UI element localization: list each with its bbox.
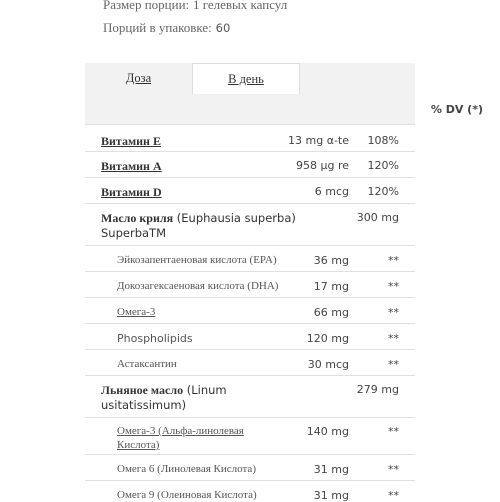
tab-per-day[interactable]: В день [192, 63, 300, 94]
nutrient-amount: 140 mg [306, 425, 349, 438]
serving-size [103, 0, 287, 13]
nutrient-dv: 108% [367, 134, 399, 147]
nutrient-name [101, 211, 296, 241]
nutrient-dv: ** [388, 425, 399, 438]
servings-per-container [103, 20, 230, 36]
table-row [85, 349, 415, 375]
nutrition-tabs [85, 63, 415, 124]
sub-nutrient-name: Омега 9 (Олеиновая Кислота) [117, 489, 257, 501]
sub-nutrient-name: Эйкозапентаеновая кислота (EPA) [117, 254, 277, 266]
nutrient-dv: ** [388, 306, 399, 319]
nutrient-dv: ** [388, 254, 399, 267]
sub-nutrient-name: Омега 6 (Линолевая Кислота) [117, 463, 256, 475]
nutrient-name-latin-2: usitatissimum) [101, 398, 187, 412]
nutrient-amount: 31 mg [313, 463, 349, 476]
sub-nutrient-name: Phospholipids [117, 332, 193, 345]
tab-dose[interactable]: Доза [125, 71, 152, 85]
nutrient-amount: 300 mg [356, 211, 399, 224]
sub-nutrient-name: Докозагексаеновая кислота (DHA) [117, 280, 279, 292]
nutrient-amount: 6 mcg [314, 185, 349, 198]
nutrient-dv: ** [388, 280, 399, 293]
sub-nutrient-name-line2: Кислота) [117, 439, 160, 451]
table-row [85, 323, 415, 349]
nutrient-name [101, 383, 227, 413]
table-row [85, 151, 415, 177]
nutrient-name-latin: (Linum [183, 383, 227, 397]
nutrient-amount: 31 mg [313, 489, 349, 502]
nutrient-amount: 30 mcg [307, 358, 349, 371]
nutrient-name[interactable]: Витамин A [101, 159, 162, 173]
sub-nutrient-name[interactable]: Омега-3 [117, 306, 156, 318]
dv-column-header: % DV (*) [430, 103, 483, 116]
nutrient-dv: 120% [367, 159, 399, 172]
servings-value: 60 [215, 21, 231, 35]
nutrient-name[interactable]: Витамин E [101, 134, 161, 148]
nutrient-name-latin: (Euphausia superba) [173, 211, 296, 225]
table-row [85, 271, 415, 297]
nutrient-name-ru: Льняное масло [101, 383, 184, 397]
table-row [85, 177, 415, 203]
table-row [85, 203, 415, 245]
nutrient-amount: 13 mg α-te [288, 134, 349, 147]
nutrient-dv: 120% [367, 185, 399, 198]
table-row [85, 124, 415, 153]
sub-nutrient-name[interactable] [117, 424, 244, 452]
nutrient-amount: 120 mg [306, 332, 349, 345]
table-row [85, 297, 415, 323]
servings-label: Порций в упаковке: [103, 20, 212, 35]
serving-size-label: Размер порции: [103, 0, 190, 12]
nutrient-dv: ** [388, 358, 399, 371]
nutrient-amount: 17 mg [313, 280, 349, 293]
table-row [85, 245, 415, 271]
nutrient-amount: 279 mg [356, 383, 399, 396]
serving-size-value: 1 гелевых капсул [192, 0, 288, 12]
sub-nutrient-name: Астаксантин [117, 358, 177, 370]
table-row [85, 454, 415, 480]
nutrient-dv: ** [388, 332, 399, 345]
table-row [85, 480, 415, 500]
table-row [85, 417, 415, 454]
nutrient-amount: 66 mg [313, 306, 349, 319]
nutrient-name-brand: SuperbaTM [101, 226, 166, 240]
nutrient-dv: ** [388, 489, 399, 502]
table-row [85, 375, 415, 417]
nutrient-name-ru: Масло криля [101, 211, 174, 225]
nutrient-dv: ** [388, 463, 399, 476]
sub-nutrient-name-line1: Омега-3 (Альфа-линолевая [117, 425, 244, 437]
nutrient-amount: 958 µg re [295, 159, 349, 172]
nutrient-amount: 36 mg [313, 254, 349, 267]
nutrient-name[interactable]: Витамин D [101, 185, 162, 199]
